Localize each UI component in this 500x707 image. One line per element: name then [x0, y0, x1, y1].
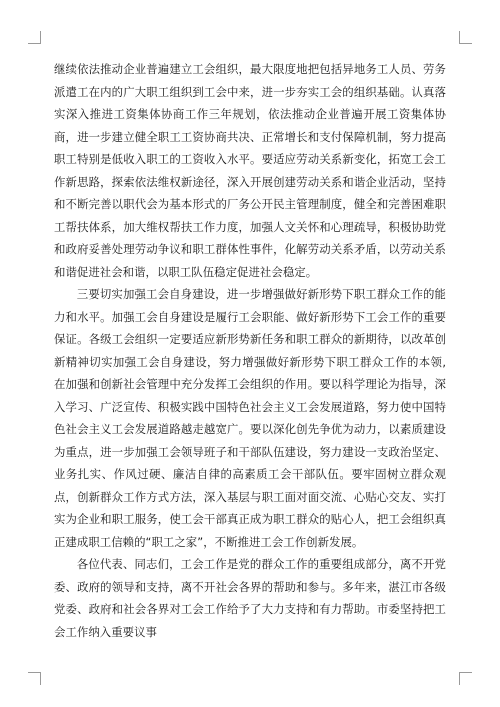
crop-mark-top-right — [459, 31, 472, 44]
crop-mark-bottom-right — [459, 672, 472, 685]
paragraph-acknowledgement: 各位代表、同志们，工会工作是党的群众工作的重要组成部分，离不开党委、政府的领导和支持，离不开社会各界的帮助和参与。多年来，湛江市各级党委、政府和社会各界对工会工作给予了大力支持和有力帮助。市委坚持把工会工作纳入重要议事 — [54, 557, 446, 639]
crop-mark-bottom-left — [28, 672, 41, 685]
paragraph-self-construction: 三要切实加强工会自身建设，进一步增强做好新形势下职工群众工作的能力和水平。加强工会自身建设是履行工会职能、做好新形势下工会工作的重要保证。各级工会组织一定要适应新形势新任务和职工群众的新期待，以改革创新精神切实加强工会自身建设，努力增强做好新形势下职工群众工作的本领,在加强和创新社会管理中充分发挥工会组织的作用。要以科学理论为指导，深入学习、广泛宣传、积极实践中国特色社会主义工会发展道路，努力使中国特色社会主义工会发展道路越走越宽广。要以深化创先争优为动力，以素质建设为重点，进一步加强工会领导班子和干部队伍建设，努力建设一支政治坚定、业务扎实、作风过硬、廉洁自律的高素质工会干部队伍。要牢固树立群众观点，创新群众工作方式方法，深入基层与职工面对面交流、心贴心交友、实打实为企业和职工服务，使工会干部真正成为职工群众的贴心人，把工会组织真正建成职工信赖的“职工之家”，不断推进工会工作创新发展。 — [54, 287, 446, 549]
paragraph-continuation: 继续依法推动企业普遍建立工会组织，最大限度地把包括异地务工人员、劳务派遣工在内的广大职工组织到工会中来，进一步夯实工会的组织基础。认真落实深入推进工资集体协商工作三年规划，依法推动企业普遍开展工资集体协商，进一步建立健全职工工资协商共决、正常增长和支付保障机制，努力提高职工特别是低收入职工的工资收入水平。要适应劳动关系新变化，拓宽工会工作新思路，探索依法维权新途径，深入开展创建劳动关系和谐企业活动，坚持和不断完善以职代会为基本形式的厂务公开民主管理制度，健全和完善困难职工帮扶体系，加大维权帮扶工作力度，加强人文关怀和心理疏导，积极协助党和政府妥善处理劳动争议和职工群体性事件，化解劳动关系矛盾，以劳动关系和谐促进社会和谐，以职工队伍稳定促进社会稳定。 — [54, 62, 446, 279]
crop-mark-top-left — [28, 31, 41, 44]
document-body — [54, 58, 446, 698]
